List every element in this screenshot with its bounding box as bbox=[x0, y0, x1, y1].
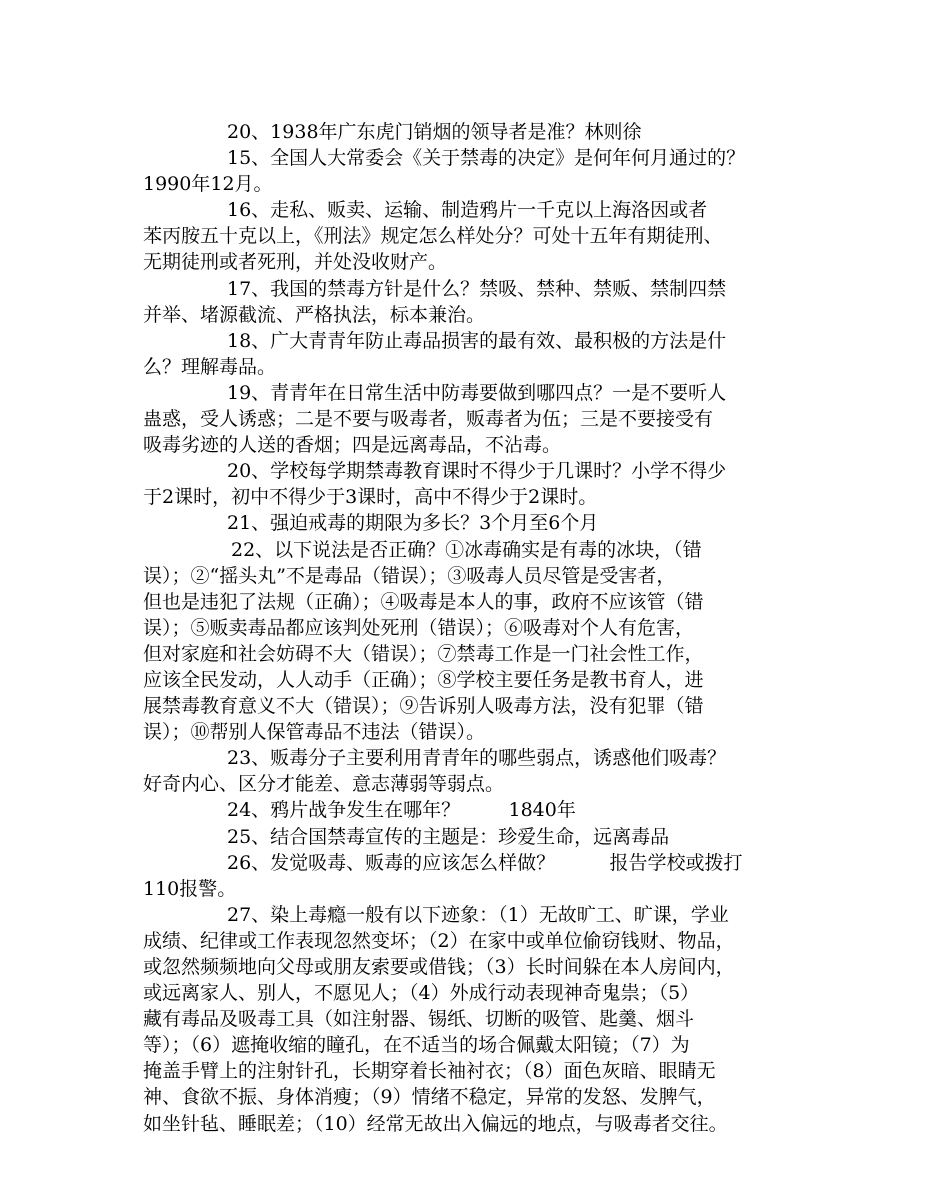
text-line: 27、染上毒瘾一般有以下迹象：（1）无故旷工、旷课，学业 bbox=[227, 903, 729, 926]
text-line: 15、全国人大常委会《关于禁毒的决定》是何年何月通过的？ bbox=[227, 147, 746, 170]
text-line: 22、以下说法是否正确？①冰毒确实是有毒的冰块，（错 bbox=[231, 538, 702, 561]
text-line: 误）；②“摇头丸”不是毒品（错误）；③吸毒人员尽管是受害者， bbox=[143, 564, 676, 587]
text-line: 藏有毒品及吸毒工具（如注射器、锡纸、切断的吸管、匙羹、烟斗 bbox=[143, 1008, 695, 1031]
text-line: 20、学校每学期禁毒教育课时不得少于几课时？小学不得少 bbox=[227, 460, 727, 483]
text-line: 1990年12月。 bbox=[143, 173, 273, 196]
text-line: 神、食欲不振、身体消瘦；（9）情绪不稳定，异常的发怒、发脾气， bbox=[143, 1086, 716, 1109]
text-line: 展禁毒教育意义不大（错误）；⑨告诉别人吸毒方法，没有犯罪（错 bbox=[143, 695, 704, 718]
text-line: 24、鸦片战争发生在哪年？ 1840年 bbox=[227, 799, 576, 822]
text-line: 么？理解毒品。 bbox=[143, 355, 277, 378]
text-line: 或远离家人、别人，不愿见人；（4）外成行动表现神奇鬼祟；（5） bbox=[143, 982, 700, 1005]
text-line: 无期徒刑或者死刑，并处没收财产。 bbox=[143, 251, 448, 274]
text-line: 18、广大青青年防止毒品损害的最有效、最积极的方法是什 bbox=[227, 329, 727, 352]
text-line: 误）；⑤贩卖毒品都应该判处死刑（错误）；⑥吸毒对个人有危害， bbox=[143, 616, 695, 639]
text-line: 但对家庭和社会妨碍不大（错误）；⑦禁毒工作是一门社会性工作， bbox=[143, 642, 704, 665]
document-body bbox=[143, 119, 813, 1137]
text-line: 苯丙胺五十克以上，《刑法》规定怎么样处分？可处十五年有期徒刑、 bbox=[143, 225, 723, 248]
text-line: 等）；（6）遮掩收缩的瞳孔，在不适当的场合佩戴太阳镜；（7）为 bbox=[143, 1034, 690, 1057]
text-line: 23、贩毒分子主要利用青青年的哪些弱点，诱惑他们吸毒？ bbox=[227, 747, 727, 770]
text-line: 21、强迫戒毒的期限为多长？3个月至6个月 bbox=[227, 512, 599, 535]
text-line: 但也是违犯了法规（正确）；④吸毒是本人的事，政府不应该管（错 bbox=[143, 590, 704, 613]
text-line: 110报警。 bbox=[143, 877, 237, 900]
text-line: 20、1938年广东虎门销烟的领导者是准？林则徐 bbox=[227, 121, 642, 143]
text-line: 掩盖手臂上的注射针孔，长期穿着长袖衬衣；（8）面色灰暗、眼睛无 bbox=[143, 1060, 716, 1083]
text-line: 19、青青年在日常生活中防毒要做到哪四点？一是不要听人 bbox=[227, 381, 727, 404]
text-line: 25、结合国禁毒宣传的主题是：珍爱生命，远离毒品 bbox=[227, 825, 670, 848]
text-line: 如坐针毡、睡眠差；（10）经常无故出入偏远的地点，与吸毒者交往。 bbox=[143, 1112, 728, 1135]
text-line: 好奇内心、区分才能差、意志薄弱等弱点。 bbox=[143, 773, 505, 796]
text-line: 成绩、纪律或工作表现忽然变坏；（2）在家中或单位偷窃钱财、物品， bbox=[143, 929, 735, 952]
text-line: 蛊惑，受人诱惑；二是不要与吸毒者，贩毒者为伍；三是不要接受有 bbox=[143, 408, 714, 431]
text-line: 26、发觉吸毒、贩毒的应该怎么样做？ 报告学校或拨打 bbox=[227, 851, 743, 874]
text-line: 吸毒劣迹的人送的香烟；四是远离毒品，不沾毒。 bbox=[143, 434, 562, 457]
text-line: 17、我国的禁毒方针是什么？禁吸、禁种、禁贩、禁制四禁 bbox=[227, 277, 727, 300]
text-line: 于2课时，初中不得少于3课时，高中不得少于2课时。 bbox=[143, 486, 598, 509]
text-line: 误）；⑩帮别人保管毒品不违法（错误）。 bbox=[143, 721, 486, 744]
text-line: 16、走私、贩卖、运输、制造鸦片一千克以上海洛因或者 bbox=[227, 199, 708, 222]
text-line: 应该全民发动，人人动手（正确）；⑧学校主要任务是教书育人，进 bbox=[143, 668, 704, 691]
text-line: 并举、堵源截流、严格执法，标本兼治。 bbox=[143, 303, 486, 326]
text-line: 或忽然频频地向父母或朋友索要或借钱；（3）长时间躲在本人房间内， bbox=[143, 956, 735, 978]
